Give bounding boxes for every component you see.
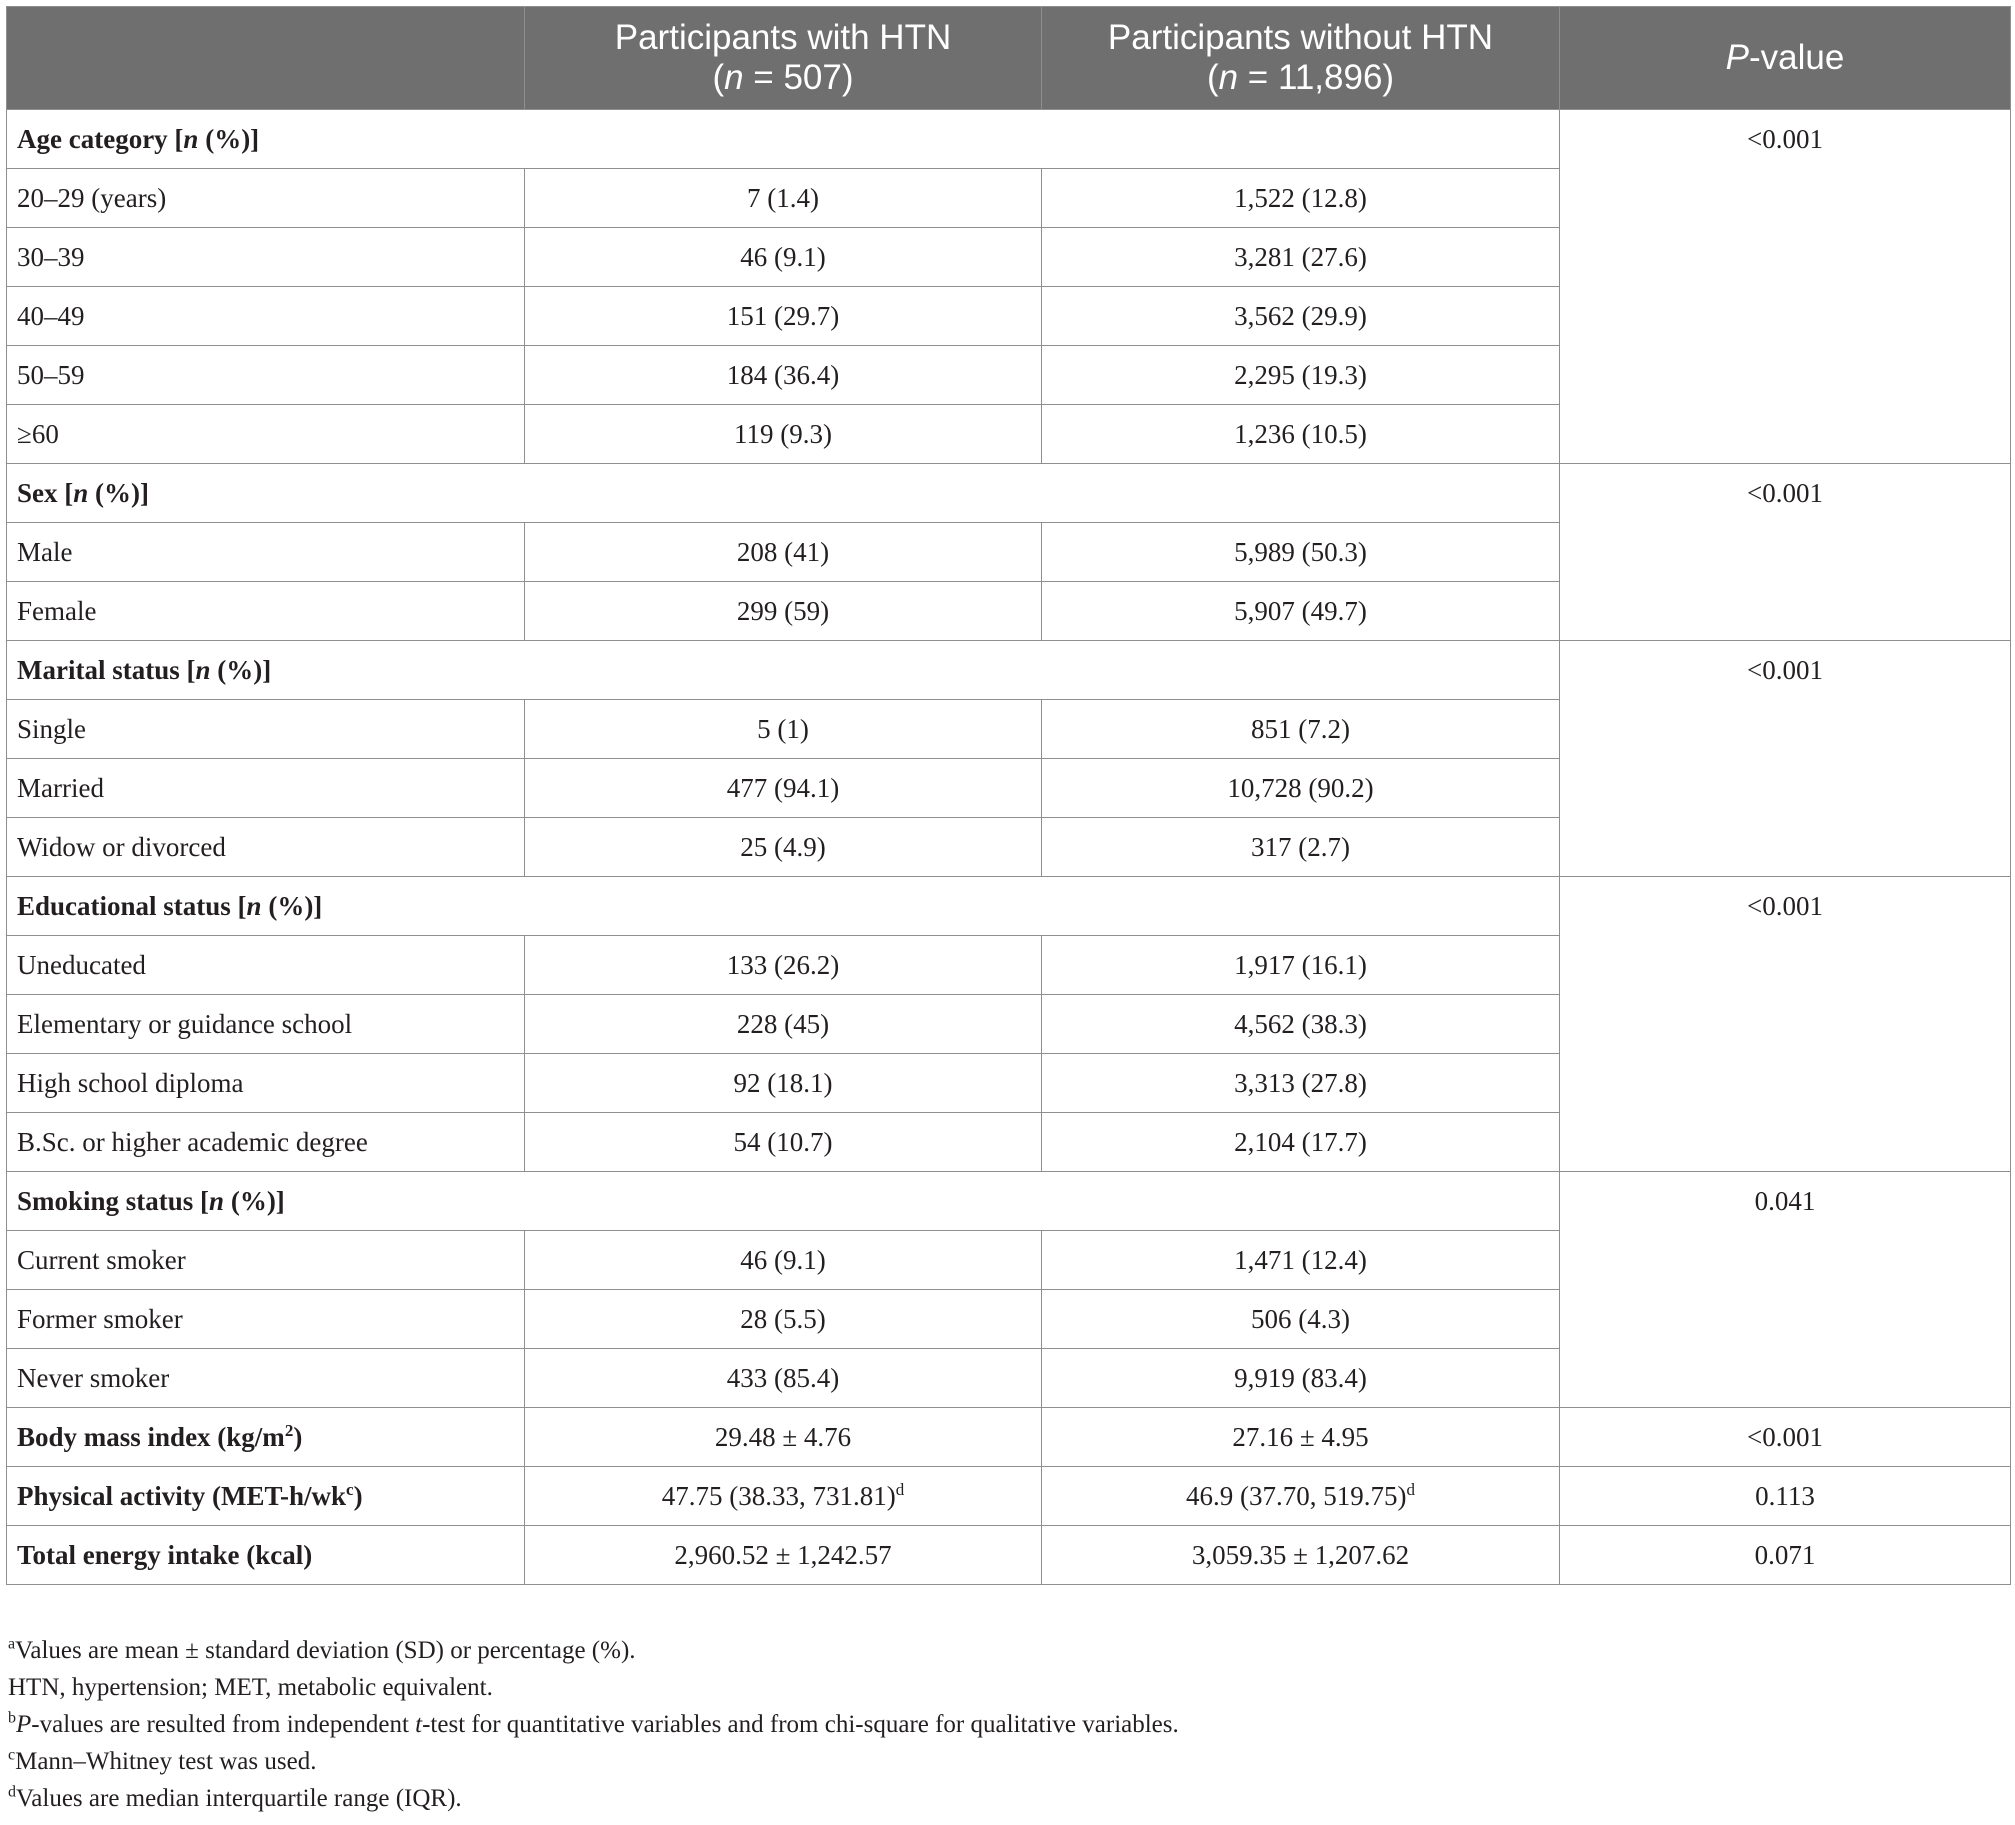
cell-nohtn: 3,281 (27.6) xyxy=(1042,228,1560,287)
footnote-a: $^a$Values are mean ± standard deviation (SD) or percentage (%). xyxy=(8,1635,636,1664)
cell-htn: 47.75 (38.33, 731.81)$^d$ xyxy=(525,1467,1042,1526)
group-title: Age category [n (%)] xyxy=(7,110,1560,169)
cell-htn: 25 (4.9) xyxy=(525,818,1042,877)
group-title: Educational status [n (%)] xyxy=(7,877,1560,936)
group-title: Marital status [n (%)] xyxy=(7,641,1560,700)
row-label: Former smoker xyxy=(7,1290,525,1349)
cell-nohtn: 1,471 (12.4) xyxy=(1042,1231,1560,1290)
row-label: Total energy intake (kcal) xyxy=(7,1526,525,1585)
group-title: Sex [n (%)] xyxy=(7,464,1560,523)
cell-htn: 92 (18.1) xyxy=(525,1054,1042,1113)
group-row-sex xyxy=(7,464,2011,523)
footnote-c: $^c$Mann–Whitney test was used. xyxy=(8,1746,317,1775)
row-label: Male xyxy=(7,523,525,582)
row-label: Married xyxy=(7,759,525,818)
cell-htn: 151 (29.7) xyxy=(525,287,1042,346)
cell-htn: 46 (9.1) xyxy=(525,228,1042,287)
cell-htn: 54 (10.7) xyxy=(525,1113,1042,1172)
row-label: 20–29 (years) xyxy=(7,169,525,228)
cell-nohtn: 4,562 (38.3) xyxy=(1042,995,1560,1054)
group-title: Smoking status [n (%)] xyxy=(7,1172,1560,1231)
cell-nohtn: 851 (7.2) xyxy=(1042,700,1560,759)
row-label: Physical activity $(MET-h/wk^c)$ xyxy=(7,1467,525,1526)
row-label: 40–49 xyxy=(7,287,525,346)
cell-htn: 7 (1.4) xyxy=(525,169,1042,228)
row-label: 30–39 xyxy=(7,228,525,287)
cell-nohtn: 5,989 (50.3) xyxy=(1042,523,1560,582)
group-row-education xyxy=(7,877,2011,936)
row-label: ≥60 xyxy=(7,405,525,464)
table-footnotes xyxy=(8,1632,1998,1817)
cell-htn: 5 (1) xyxy=(525,700,1042,759)
row-label: Body mass index $(kg/m^2)$ xyxy=(7,1408,525,1467)
cell-nohtn: 3,562 (29.9) xyxy=(1042,287,1560,346)
header-p-value: P-value xyxy=(1560,7,2011,110)
cell-nohtn: 46.9 (37.70, 519.75)$^d$ xyxy=(1042,1467,1560,1526)
p-value: 0.071 xyxy=(1560,1526,2011,1585)
header-without-htn: Participants without HTN (n = 11,896) xyxy=(1042,7,1560,110)
p-value: 0.113 xyxy=(1560,1467,2011,1526)
row-label: Never smoker xyxy=(7,1349,525,1408)
table-header-row xyxy=(7,7,2011,110)
row-label: Female xyxy=(7,582,525,641)
header-variable xyxy=(7,7,525,110)
cell-nohtn: 1,522 (12.8) xyxy=(1042,169,1560,228)
p-value: <0.001 xyxy=(1560,110,2011,464)
cell-htn: 46 (9.1) xyxy=(525,1231,1042,1290)
cell-htn: 433 (85.4) xyxy=(525,1349,1042,1408)
p-value: 0.041 xyxy=(1560,1172,2011,1408)
footnote-b: $^b$P-values are resulted from independent t-test for quantitative variables and from chi-square for qualitative variables. xyxy=(8,1709,1179,1738)
row-label: Widow or divorced xyxy=(7,818,525,877)
cell-htn: 477 (94.1) xyxy=(525,759,1042,818)
cell-nohtn: 506 (4.3) xyxy=(1042,1290,1560,1349)
cell-htn: 208 (41) xyxy=(525,523,1042,582)
p-value: <0.001 xyxy=(1560,877,2011,1172)
row-label: Elementary or guidance school xyxy=(7,995,525,1054)
cell-htn: 119 (9.3) xyxy=(525,405,1042,464)
cell-htn: 184 (36.4) xyxy=(525,346,1042,405)
baseline-characteristics-table xyxy=(6,6,2011,1585)
cell-nohtn: 2,295 (19.3) xyxy=(1042,346,1560,405)
cell-nohtn: 2,104 (17.7) xyxy=(1042,1113,1560,1172)
footnote-d: $^d$Values are median interquartile range (IQR). xyxy=(8,1783,462,1812)
row-label: B.Sc. or higher academic degree xyxy=(7,1113,525,1172)
cell-nohtn: 9,919 (83.4) xyxy=(1042,1349,1560,1408)
header-with-htn: Participants with HTN (n = 507) xyxy=(525,7,1042,110)
group-row-marital xyxy=(7,641,2011,700)
cell-nohtn: 10,728 (90.2) xyxy=(1042,759,1560,818)
cell-nohtn: 27.16 ± 4.95 xyxy=(1042,1408,1560,1467)
p-value: <0.001 xyxy=(1560,464,2011,641)
row-physical-activity xyxy=(7,1467,2011,1526)
cell-nohtn: 3,059.35 ± 1,207.62 xyxy=(1042,1526,1560,1585)
row-bmi xyxy=(7,1408,2011,1467)
row-energy-intake xyxy=(7,1526,2011,1585)
p-value: <0.001 xyxy=(1560,1408,2011,1467)
cell-nohtn: 317 (2.7) xyxy=(1042,818,1560,877)
cell-htn: 133 (26.2) xyxy=(525,936,1042,995)
row-label: Single xyxy=(7,700,525,759)
row-label: High school diploma xyxy=(7,1054,525,1113)
cell-htn: 28 (5.5) xyxy=(525,1290,1042,1349)
group-row-age xyxy=(7,110,2011,169)
row-label: Uneducated xyxy=(7,936,525,995)
cell-htn: 29.48 ± 4.76 xyxy=(525,1408,1042,1467)
cell-htn: 228 (45) xyxy=(525,995,1042,1054)
footnote-abbreviations: HTN, hypertension; MET, metabolic equivalent. xyxy=(8,1674,493,1701)
p-value: <0.001 xyxy=(1560,641,2011,877)
row-label: 50–59 xyxy=(7,346,525,405)
cell-nohtn: 5,907 (49.7) xyxy=(1042,582,1560,641)
cell-nohtn: 1,917 (16.1) xyxy=(1042,936,1560,995)
cell-htn: 299 (59) xyxy=(525,582,1042,641)
row-label: Current smoker xyxy=(7,1231,525,1290)
group-row-smoking xyxy=(7,1172,2011,1231)
cell-htn: 2,960.52 ± 1,242.57 xyxy=(525,1526,1042,1585)
cell-nohtn: 3,313 (27.8) xyxy=(1042,1054,1560,1113)
cell-nohtn: 1,236 (10.5) xyxy=(1042,405,1560,464)
